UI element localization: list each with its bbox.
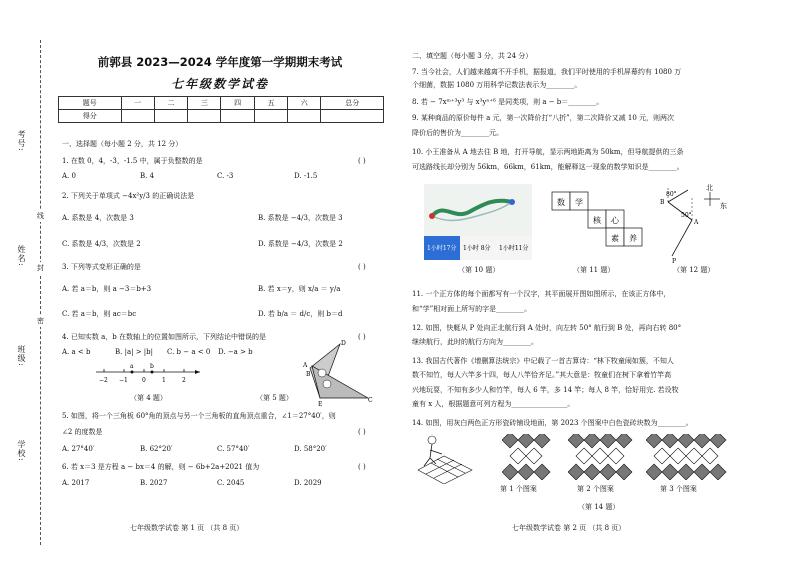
gray-tile [678, 434, 694, 448]
figure-4-caption: （第 4 题） [130, 394, 167, 402]
score-input-cell[interactable] [254, 110, 287, 123]
tick-label: 0 [142, 377, 146, 384]
option-c[interactable]: C. 57°40′ [217, 445, 250, 453]
tile-pattern-3 [646, 434, 728, 480]
tick-label: −2 [99, 377, 108, 384]
table-cell: 题号 [59, 97, 122, 110]
option-d[interactable]: D. -1.5 [294, 172, 318, 180]
option-a[interactable]: A. 系数是 4，次数是 3 [62, 214, 134, 222]
section-1-heading: 一、选择题（每小题 2 分，共 12 分） [62, 140, 183, 148]
question-10-line-2: 可选路线长却分别为 56km，66km，61km，能解释这一现象的数学知识是________。 [412, 163, 684, 171]
gray-tile [502, 464, 518, 480]
gray-tile [710, 434, 726, 448]
point-a-label: a [130, 363, 134, 370]
gray-tile [584, 434, 600, 448]
boat-route-figure [648, 184, 728, 264]
answer-paren: ( ) [358, 157, 366, 165]
option-b[interactable]: B. |a| > |b| [115, 348, 153, 356]
option-b[interactable]: B. 62°20′ [140, 445, 173, 453]
gray-tile [518, 434, 534, 448]
pattern-2-label: 第 2 个图案 [577, 485, 614, 493]
option-a[interactable]: A. 0 [62, 172, 76, 180]
cube-net-figure [550, 190, 646, 256]
navigation-map-figure [424, 184, 532, 260]
option-b[interactable]: B. 2027 [140, 479, 168, 487]
table-cell: 五 [254, 97, 287, 110]
option-b[interactable]: B. 系数是 −4/3，次数是 3 [258, 214, 343, 222]
gray-tile [534, 464, 550, 480]
question-14: 14. 如图，用灰白两色正方形瓷砖铺设地面，第 2023 个图案中白色瓷砖块数为________。 [412, 419, 693, 427]
page-2-footer: 七年级数学试卷 第 2 页 （共 8 页） [512, 524, 626, 532]
gray-tile [694, 434, 710, 448]
option-c[interactable]: C. b − a < 0 [167, 348, 211, 356]
tick-label: −1 [119, 377, 128, 384]
figure-14-caption: （第 14 题） [578, 503, 620, 511]
figure-5-caption: （第 5 题） [256, 394, 293, 402]
question-9: 9. 某种商品的原价每件 a 元，第一次降价打“八折”，第二次降价又减 10 元，则两次 [412, 114, 675, 122]
angle-label: 50° [681, 212, 692, 219]
gray-tile [710, 464, 726, 480]
cube-face-char: 素 [611, 234, 619, 243]
option-b[interactable]: B. 若 x＝y，则 x/a ＝ y/a [258, 285, 341, 293]
binding-line [40, 40, 41, 545]
option-a[interactable]: A. a < b [62, 348, 91, 356]
figure-12-caption: （第 12 题） [673, 266, 715, 274]
north-label: 北 [706, 184, 713, 192]
tile-pattern-2 [568, 434, 634, 480]
question-4: 4. 已知实数 a，b 在数轴上的位置如图所示，下列结论中错误的是 [62, 333, 267, 341]
score-input-cell[interactable] [154, 110, 187, 123]
vertex-label: P [672, 258, 677, 264]
white-tile [510, 448, 526, 464]
question-12: 12. 如图，快艇从 P 处向正北航行到 A 处时，向左转 50° 航行到 B 处，再向右转 80° [412, 324, 682, 332]
question-3: 3. 下列等式变形正确的是 [62, 263, 141, 271]
question-6: 6. 若 x＝3 是方程 a − bx＝4 的解，则 − 6b+2a+2021 值为 [62, 463, 260, 471]
cube-face-char: 心 [611, 216, 619, 225]
gray-tile [662, 464, 678, 480]
gray-tile [662, 434, 678, 448]
school-label: 学校: [17, 440, 26, 462]
exam-subtitle: 七年级数学试卷 [170, 77, 269, 91]
answer-paren: ( ) [358, 263, 366, 271]
figure-11-caption: （第 11 题） [573, 266, 615, 274]
score-table-header-row [59, 97, 384, 110]
question-9-line-2: 降价后的售价为________元。 [412, 129, 503, 137]
option-c[interactable]: C. 2045 [217, 479, 245, 487]
question-13-line-2: 数不知竹，每人六竿多十四，每人八竿恰齐足。”其大意是：牧童们在树下拿着竹竿高 [412, 371, 672, 379]
page-1-footer: 七年级数学试卷 第 1 页 （共 8 页） [130, 524, 244, 532]
white-tile [608, 448, 624, 464]
seal-seal-char: 封 [37, 264, 44, 272]
score-input-cell[interactable] [188, 110, 221, 123]
option-a[interactable]: A. 2017 [62, 479, 90, 487]
gray-tile [600, 464, 616, 480]
route-time: 1小时 8分 [463, 245, 491, 252]
option-d[interactable]: D. 58°20′ [294, 445, 327, 453]
answer-paren: ( ) [358, 463, 366, 471]
white-tile [576, 448, 592, 464]
question-8: 8. 若 − 7xᵐ⁺³y³ 与 x³yⁿ⁺⁶ 是同类项，则 a − b＝________。 [412, 98, 604, 106]
white-tile [592, 448, 608, 464]
table-cell: 六 [288, 97, 321, 110]
option-a[interactable]: A. 27°40′ [62, 445, 95, 453]
seal-dense-char: 密 [37, 317, 44, 325]
question-2: 2. 下列关于单项式 −4x²y/3 的正确说法是 [62, 192, 195, 200]
section-2-heading: 二、填空题（每小题 3 分，共 24 分） [412, 52, 533, 60]
name-label: 姓名: [17, 245, 26, 267]
white-tile [702, 448, 718, 464]
vertex-label: E [318, 401, 323, 408]
option-c[interactable]: C. -3 [217, 172, 234, 180]
question-11-line-2: 和“学”相对面上所写的字是________。 [412, 305, 532, 313]
number-line-figure [94, 360, 204, 390]
gray-tile [646, 464, 662, 480]
gray-tile [568, 434, 584, 448]
option-d[interactable]: D. 若 b/a ＝ d/c，则 b＝d [258, 310, 343, 318]
question-7-line-2: 个细菌，数据 1080 万用科学记数法表示为________。 [412, 81, 582, 89]
table-cell: 总分 [321, 97, 384, 110]
answer-paren: ( ) [358, 428, 366, 436]
option-c[interactable]: C. 系数是 4/3，次数是 2 [62, 240, 141, 248]
question-13-line-4: 童有 x 人，根据题意可列方程为________________。 [412, 400, 575, 408]
cube-face-char: 数 [557, 198, 565, 207]
gray-tile [600, 434, 616, 448]
vertex-label: A [303, 362, 308, 369]
vertex-label: D [341, 340, 346, 347]
gray-tile [646, 434, 662, 448]
option-d[interactable]: D. 系数是 −4/3，次数是 2 [258, 240, 343, 248]
option-b[interactable]: B. 4 [140, 172, 155, 180]
cube-face-char: 核 [593, 216, 601, 225]
option-d[interactable]: D. 2029 [294, 479, 322, 487]
white-tile [670, 448, 686, 464]
tick-label: 2 [182, 377, 186, 384]
question-7: 7. 当今社会，人们越来越离不开手机，据报道，我们平时使用的手机屏幕约有 1080 万 [412, 68, 682, 76]
gray-tile [616, 464, 632, 480]
gray-tile [694, 464, 710, 480]
triangles-figure [300, 338, 375, 408]
vertex-label: C [368, 397, 373, 404]
vertex-label: A [694, 219, 699, 226]
pattern-3-label: 第 3 个图案 [660, 485, 697, 493]
pattern-1-label: 第 1 个图案 [500, 485, 537, 493]
question-13: 13. 我国古代著作《增删算法统宗》中记载了一首古算诗：“林下牧童闹如簇，不知人 [412, 357, 674, 365]
cube-face-char: 养 [629, 234, 637, 243]
tile-pattern-1 [502, 434, 552, 480]
question-11: 11. 一个正方体的每个面都写有一个汉字，其平面展开图如图所示，在该正方体中， [412, 290, 671, 298]
table-cell: 三 [188, 97, 221, 110]
score-table [58, 96, 384, 123]
angle-label: 80° [666, 191, 677, 198]
route-time: 1小时17分 [427, 245, 457, 252]
table-cell: 一 [121, 97, 154, 110]
vertex-label: B [660, 199, 665, 206]
question-13-line-3: 兴地玩耍，不知有多少人和竹竿，每人 6 竿，多 14 竿；每人 8 竿，恰好用完. 若设牧 [412, 386, 679, 394]
gray-tile [518, 464, 534, 480]
score-input-cell[interactable] [121, 110, 154, 123]
class-label: 班级: [17, 345, 26, 367]
score-input-cell[interactable] [288, 110, 321, 123]
table-cell: 二 [154, 97, 187, 110]
option-c[interactable]: C. 若 a＝b，则 ac＝bc [62, 310, 137, 318]
gray-tile [502, 434, 518, 448]
score-table-score-row [59, 110, 384, 123]
white-tile [654, 448, 670, 464]
tick-label: 1 [162, 377, 166, 384]
table-cell: 得分 [59, 110, 122, 123]
table-cell: 四 [221, 97, 254, 110]
cube-face-char: 学 [575, 198, 583, 207]
vertex-label: B [306, 371, 311, 378]
question-5: 5. 如图，将一个三角板 60°角的顶点与另一个三角板的直角顶点重合，∠1＝27°40′，则 [62, 412, 336, 420]
option-d[interactable]: D. −a > b [218, 348, 253, 356]
gray-tile [616, 434, 632, 448]
answer-paren: ( ) [358, 333, 366, 341]
point-b-label: b [150, 363, 154, 370]
gray-tile [678, 464, 694, 480]
white-tile [526, 448, 542, 464]
question-1: 1. 在数 0，4，-3，-1.5 中，属于负整数的是 [62, 157, 203, 165]
exam-number-label: 考号: [17, 130, 26, 152]
exam-title: 前郭县 2023—2024 学年度第一学期期末考试 [97, 55, 343, 69]
gray-tile [568, 464, 584, 480]
gray-tile [534, 434, 550, 448]
route-time: 1小时11分 [499, 245, 529, 252]
gray-tile [584, 464, 600, 480]
score-input-cell[interactable] [221, 110, 254, 123]
white-tile [686, 448, 702, 464]
question-12-line-2: 继续航行，此时的航行方向为________。 [412, 338, 538, 346]
question-10: 10. 小王准备从 A 地去往 B 地，打开导航，显示两地距离为 50km，但导航提供的三条 [412, 148, 684, 156]
east-label: 东 [720, 202, 727, 210]
option-a[interactable]: A. 若 a＝b，则 a −3＝b+3 [62, 285, 152, 293]
score-input-cell[interactable] [321, 110, 384, 123]
worker-illustration [414, 434, 476, 484]
figure-10-caption: （第 10 题） [458, 266, 500, 274]
seal-line-char: 线 [37, 212, 44, 220]
question-5-line-2: ∠2 的度数是 [62, 428, 103, 436]
